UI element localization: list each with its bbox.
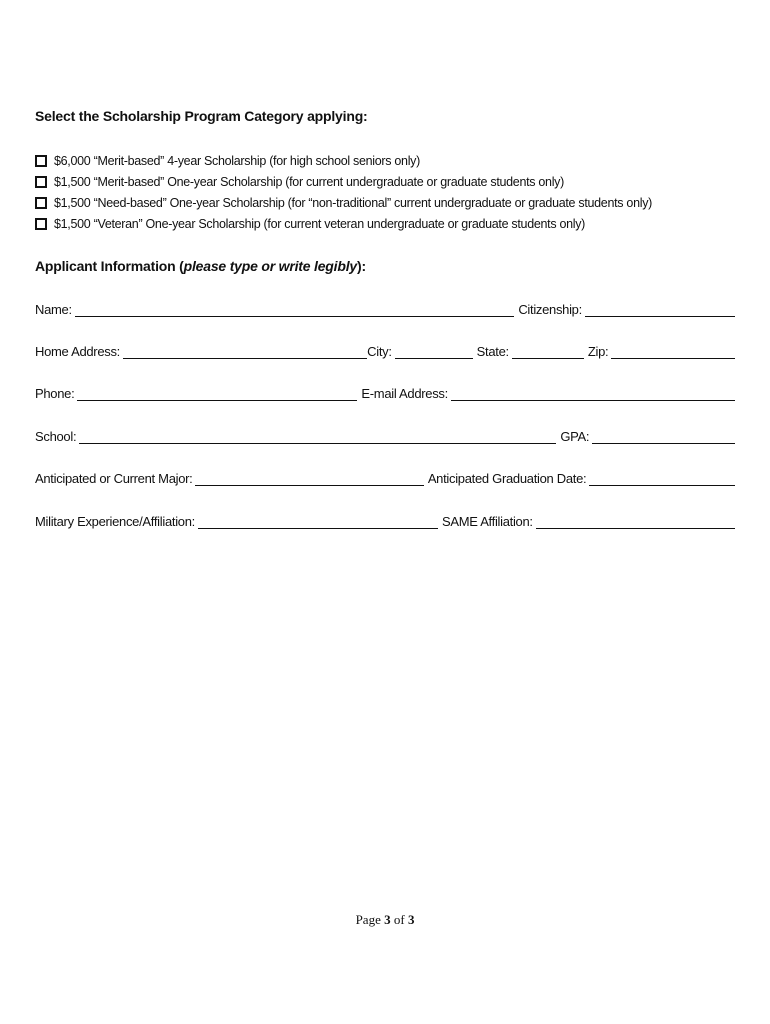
zip-field[interactable] (611, 343, 735, 359)
phone-label: Phone: (35, 386, 75, 401)
checkbox-icon[interactable] (35, 197, 47, 209)
city-label: City: (367, 344, 392, 359)
phone-field[interactable] (77, 385, 357, 401)
major-row (35, 470, 735, 487)
page-of: of (393, 912, 405, 927)
name-label: Name: (35, 302, 72, 317)
scholarship-option-veteran-1year[interactable] (35, 213, 652, 234)
military-field[interactable] (198, 513, 438, 529)
applicant-information-heading (35, 258, 366, 274)
email-field[interactable] (451, 385, 735, 401)
state-label: State: (476, 344, 509, 359)
scholarship-option-need-1year[interactable] (35, 192, 652, 213)
citizenship-label: Citizenship: (518, 302, 582, 317)
gpa-field[interactable] (592, 428, 735, 444)
scholarship-option-label: $6,000 “Merit-based” 4-year Scholarship (for high school seniors only) (54, 153, 420, 168)
page-total: 3 (407, 912, 415, 927)
name-row (35, 301, 735, 318)
checkbox-icon[interactable] (35, 176, 47, 188)
heading-text: Applicant Information ( (35, 258, 184, 274)
school-field[interactable] (79, 428, 556, 444)
zip-label: Zip: (587, 344, 609, 359)
military-label: Military Experience/Affiliation: (35, 514, 195, 529)
home-address-label: Home Address: (35, 344, 120, 359)
contact-row (35, 385, 735, 402)
graduation-date-label: Anticipated Graduation Date: (427, 471, 587, 486)
checkbox-icon[interactable] (35, 155, 47, 167)
major-field[interactable] (195, 470, 423, 486)
heading-italic-text: please type or write legibly (183, 258, 357, 274)
city-field[interactable] (395, 343, 473, 359)
address-row (35, 343, 735, 360)
email-label: E-mail Address: (361, 386, 448, 401)
gpa-label: GPA: (560, 429, 590, 444)
same-affiliation-field[interactable] (536, 513, 735, 529)
scholarship-option-list (35, 150, 652, 234)
scholarship-category-heading: Select the Scholarship Program Category applying: (35, 108, 368, 124)
scholarship-option-label: $1,500 “Need-based” One-year Scholarship (for “non-traditional” current undergraduate or graduate students only) (54, 195, 653, 210)
citizenship-field[interactable] (585, 301, 735, 317)
checkbox-icon[interactable] (35, 218, 47, 230)
page-label: Page (355, 912, 381, 927)
home-address-field[interactable] (123, 343, 367, 359)
page-current: 3 (384, 912, 391, 927)
scholarship-option-label: $1,500 “Veteran” One-year Scholarship (for current veteran undergraduate or graduate students only) (54, 216, 586, 231)
graduation-date-field[interactable] (589, 470, 735, 486)
school-row (35, 428, 735, 445)
heading-text: ): (356, 258, 366, 274)
name-field[interactable] (75, 301, 515, 317)
school-label: School: (35, 429, 77, 444)
affiliation-row (35, 513, 735, 530)
scholarship-option-merit-1year[interactable] (35, 171, 652, 192)
same-affiliation-label: SAME Affiliation: (441, 514, 533, 529)
major-label: Anticipated or Current Major: (35, 471, 193, 486)
scholarship-option-merit-4year[interactable] (35, 150, 652, 171)
page-number (0, 912, 770, 928)
scholarship-option-label: $1,500 “Merit-based” One-year Scholarship (for current undergraduate or graduate students only) (54, 174, 564, 189)
state-field[interactable] (512, 343, 584, 359)
